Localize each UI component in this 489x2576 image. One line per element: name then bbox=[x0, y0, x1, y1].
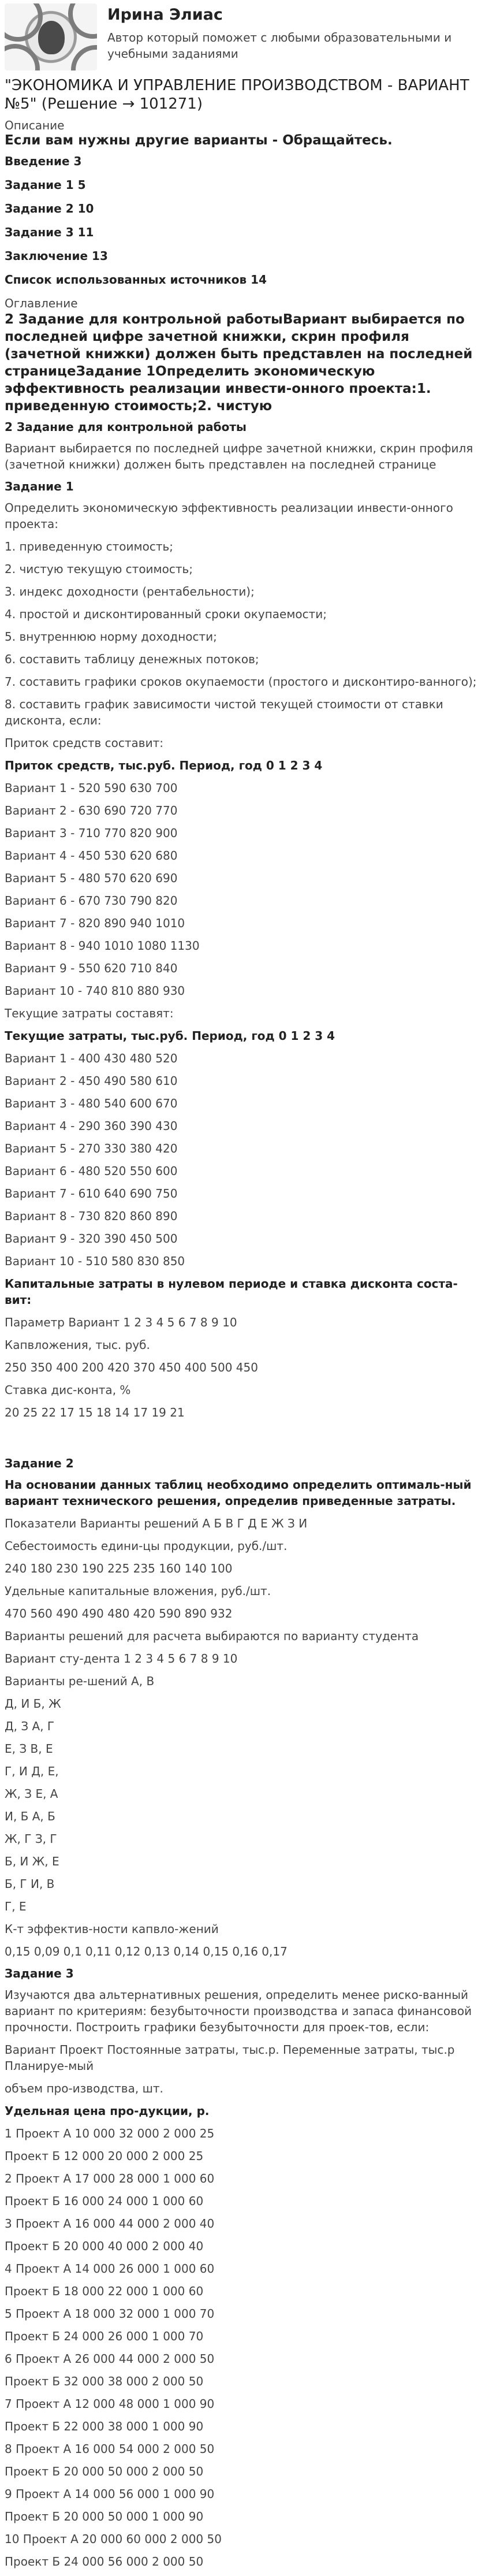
toc-item: Введение 3 bbox=[5, 154, 82, 168]
paragraph: Вариант 3 - 480 540 600 670 bbox=[5, 1096, 178, 1110]
paragraph: Проект Б 20 000 50 000 1 000 90 bbox=[5, 2510, 204, 2523]
paragraph: 3 Проект А 16 000 44 000 2 000 40 bbox=[5, 2217, 215, 2231]
toc-item: Заключение 13 bbox=[5, 249, 108, 263]
paragraph: 10 Проект А 20 000 60 000 2 000 50 bbox=[5, 2532, 222, 2546]
paragraph: 2 Проект А 17 000 28 000 1 000 60 bbox=[5, 2172, 215, 2185]
section-heading: Задание 2 bbox=[5, 1456, 74, 1470]
paragraph: 7. составить графики сроков окупаемости (простого и дисконтиро-ванного); bbox=[5, 675, 477, 689]
paragraph: Вариант 10 - 510 580 830 850 bbox=[5, 1254, 185, 1268]
paragraph: Г, И Д, Е, bbox=[5, 1764, 59, 1778]
paragraph: Проект Б 24 000 56 000 2 000 50 bbox=[5, 2555, 204, 2568]
paragraph: Вариант 4 - 290 360 390 430 bbox=[5, 1119, 178, 1133]
paragraph: И, Б А, Б bbox=[5, 1809, 55, 1823]
toc-item: Задание 3 11 bbox=[5, 225, 94, 239]
paragraph: Капитальные затраты в нулевом периоде и ставка дисконта соста-вит: bbox=[5, 1277, 458, 1307]
intro-summary: 2 Задание для контрольной работыВариант выбирается по последней цифре зачетной книжки, скрин профиля (зачетной книжки) должен быть представлен на последней страницеЗадание 1Определить экономическую эффективность реализации инвести-онного проекта:1. приведенную стоимость;2. чистую bbox=[5, 312, 473, 414]
paragraph: объем про-изводства, шт. bbox=[5, 2081, 163, 2095]
paragraph: Вариант 9 - 550 620 710 840 bbox=[5, 961, 178, 975]
paragraph: Вариант 8 - 730 820 860 890 bbox=[5, 1209, 178, 1223]
paragraph: 8 Проект А 16 000 54 000 2 000 50 bbox=[5, 2442, 215, 2456]
document-body bbox=[5, 419, 484, 2570]
paragraph: Приток средств составит: bbox=[5, 736, 163, 750]
paragraph: Ставка дис-конта, % bbox=[5, 1383, 131, 1397]
section-heading: Задание 3 bbox=[5, 1967, 74, 1980]
paragraph: Вариант Проект Постоянные затраты, тыс.р. Переменные затраты, тыс.р Планируе-мый bbox=[5, 2043, 455, 2073]
paragraph: Д, И Б, Ж bbox=[5, 1697, 61, 1711]
paragraph: Вариант 2 - 630 690 720 770 bbox=[5, 804, 178, 817]
paragraph: Вариант 1 - 400 430 480 520 bbox=[5, 1051, 178, 1065]
paragraph: Варианты решений для расчета выбираются по варианту студента bbox=[5, 1629, 419, 1643]
paragraph: Д, З А, Г bbox=[5, 1719, 55, 1733]
paragraph: Вариант 8 - 940 1010 1080 1130 bbox=[5, 939, 200, 953]
paragraph: Параметр Вариант 1 2 3 4 5 6 7 8 9 10 bbox=[5, 1315, 237, 1329]
paragraph: 240 180 230 190 225 235 160 140 100 bbox=[5, 1562, 233, 1575]
paragraph: Вариант 1 - 520 590 630 700 bbox=[5, 781, 178, 795]
author-name[interactable]: Ирина Элиас bbox=[107, 6, 223, 24]
section-heading: Задание 1 bbox=[5, 479, 74, 493]
contents-label: Оглавление bbox=[5, 296, 78, 310]
contact-callout: Если вам нужны другие варианты - Обращайтесь. bbox=[5, 133, 393, 148]
paragraph: Определить экономическую эффективность реализации инвести-онного проекта: bbox=[5, 501, 453, 531]
author-description: Автор который поможет с любыми образовательными и учебными заданиями bbox=[107, 31, 452, 61]
paragraph: На основании данных таблиц необходимо определить оптималь-ный вариант технического решения, определив приведенные затраты. bbox=[5, 1478, 472, 1508]
paragraph: К-т эффектив-ности капвло-жений bbox=[5, 1922, 219, 1936]
toc-item: Задание 2 10 bbox=[5, 202, 94, 215]
paragraph: Вариант 6 - 670 730 790 820 bbox=[5, 894, 178, 908]
paragraph: 2. чистую текущую стоимость; bbox=[5, 562, 193, 576]
paragraph: 250 350 400 200 420 370 450 400 500 450 bbox=[5, 1361, 258, 1374]
paragraph: 6 Проект А 26 000 44 000 2 000 50 bbox=[5, 2352, 215, 2366]
paragraph: 470 560 490 490 480 420 590 890 932 bbox=[5, 1607, 233, 1620]
paragraph: 4. простой и дисконтированный сроки окупаемости; bbox=[5, 607, 327, 621]
paragraph: Ж, З Е, А bbox=[5, 1787, 58, 1801]
paragraph: 6. составить таблицу денежных потоков; bbox=[5, 652, 259, 666]
section-heading: 2 Задание для контрольной работы bbox=[5, 420, 247, 434]
paragraph: Вариант 10 - 740 810 880 930 bbox=[5, 984, 185, 998]
paragraph: Вариант 4 - 450 530 620 680 bbox=[5, 849, 178, 863]
paragraph: 1 Проект А 10 000 32 000 2 000 25 bbox=[5, 2127, 215, 2140]
author-avatar[interactable] bbox=[5, 3, 97, 70]
paragraph: Б, Г И, В bbox=[5, 1877, 55, 1891]
paragraph: Текущие затраты, тыс.руб. Период, год 0 1 2 3 4 bbox=[5, 1029, 335, 1043]
paragraph: Вариант 7 - 820 890 940 1010 bbox=[5, 916, 185, 930]
paragraph: Вариант сту-дента 1 2 3 4 5 6 7 8 9 10 bbox=[5, 1652, 238, 1666]
paragraph: Проект Б 24 000 26 000 1 000 70 bbox=[5, 2329, 204, 2343]
paragraph: Проект Б 22 000 38 000 1 000 90 bbox=[5, 2419, 204, 2433]
paragraph: Проект Б 16 000 24 000 1 000 60 bbox=[5, 2194, 204, 2208]
toc-item: Список использованных источников 14 bbox=[5, 273, 267, 287]
paragraph: Проект Б 32 000 38 000 2 000 50 bbox=[5, 2374, 204, 2388]
paragraph: Вариант 6 - 480 520 550 600 bbox=[5, 1164, 178, 1178]
paragraph: Текущие затраты составят: bbox=[5, 1006, 174, 1020]
paragraph: Проект Б 12 000 20 000 2 000 25 bbox=[5, 2149, 204, 2163]
paragraph: 8. составить график зависимости чистой текущей стоимости от ставки дисконта, если: bbox=[5, 697, 443, 727]
paragraph: Б, И Ж, Е bbox=[5, 1854, 59, 1868]
table-of-contents bbox=[5, 154, 484, 287]
author-card bbox=[5, 0, 484, 73]
paragraph: 0,15 0,09 0,1 0,11 0,12 0,13 0,14 0,15 0,16 0,17 bbox=[5, 1945, 288, 1958]
paragraph: 5 Проект А 18 000 32 000 1 000 70 bbox=[5, 2307, 215, 2321]
paragraph: Изучаются два альтернативных решения, определить менее риско-ванный вариант по критериям: безубыточности производства и запаса финансовой прочности. Построить графики безубыточности для проек-тов, если: bbox=[5, 1988, 472, 2034]
paragraph: Вариант выбирается по последней цифре зачетной книжки, скрин профиля (зачетной книжки) должен быть представлен на последней странице bbox=[5, 441, 473, 471]
paragraph: Удельная цена про-дукции, р. bbox=[5, 2104, 210, 2118]
paragraph: 1. приведенную стоимость; bbox=[5, 540, 173, 553]
paragraph: Удельные капитальные вложения, руб./шт. bbox=[5, 1584, 271, 1598]
paragraph: Ж, Г З, Г bbox=[5, 1832, 57, 1846]
paragraph: Проект Б 18 000 22 000 1 000 60 bbox=[5, 2284, 204, 2298]
author-info bbox=[107, 3, 484, 62]
paragraph: Себестоимость едини-цы продукции, руб./шт. bbox=[5, 1539, 288, 1553]
paragraph: 20 25 22 17 15 18 14 17 19 21 bbox=[5, 1406, 185, 1419]
paragraph: Показатели Варианты решений А Б В Г Д Е Ж З И bbox=[5, 1516, 308, 1530]
paragraph: Капвложения, тыс. руб. bbox=[5, 1338, 150, 1352]
paragraph: Вариант 3 - 710 770 820 900 bbox=[5, 826, 178, 840]
paragraph: 4 Проект А 14 000 26 000 1 000 60 bbox=[5, 2262, 215, 2276]
paragraph: Проект Б 20 000 40 000 2 000 40 bbox=[5, 2239, 204, 2253]
paragraph: Вариант 9 - 320 390 450 500 bbox=[5, 1232, 178, 1246]
paragraph: Проект Б 20 000 50 000 2 000 50 bbox=[5, 2465, 204, 2478]
spacer bbox=[5, 1427, 484, 1452]
document-title: "ЭКОНОМИКА И УПРАВЛЕНИЕ ПРОИЗВОДСТВОМ - ВАРИАНТ №5" (Решение → 101271) bbox=[5, 77, 469, 113]
paragraph: Приток средств, тыс.руб. Период, год 0 1 2 3 4 bbox=[5, 759, 323, 772]
paragraph: Вариант 7 - 610 640 690 750 bbox=[5, 1187, 178, 1200]
paragraph: Варианты ре-шений А, В bbox=[5, 1674, 155, 1688]
paragraph: 9 Проект А 14 000 56 000 1 000 90 bbox=[5, 2487, 215, 2501]
description-label: Описание bbox=[5, 118, 65, 132]
paragraph: Г, Е bbox=[5, 1900, 27, 1913]
paragraph: Вариант 5 - 270 330 380 420 bbox=[5, 1142, 178, 1155]
paragraph: 3. индекс доходности (рентабельности); bbox=[5, 585, 255, 599]
paragraph: Вариант 5 - 480 570 620 690 bbox=[5, 871, 178, 885]
paragraph: Вариант 2 - 450 490 580 610 bbox=[5, 1074, 178, 1088]
paragraph: 5. внутреннюю норму доходности; bbox=[5, 630, 217, 644]
toc-item: Задание 1 5 bbox=[5, 178, 86, 192]
paragraph: 7 Проект А 12 000 48 000 1 000 90 bbox=[5, 2397, 215, 2411]
paragraph: Е, З В, Е bbox=[5, 1742, 53, 1756]
